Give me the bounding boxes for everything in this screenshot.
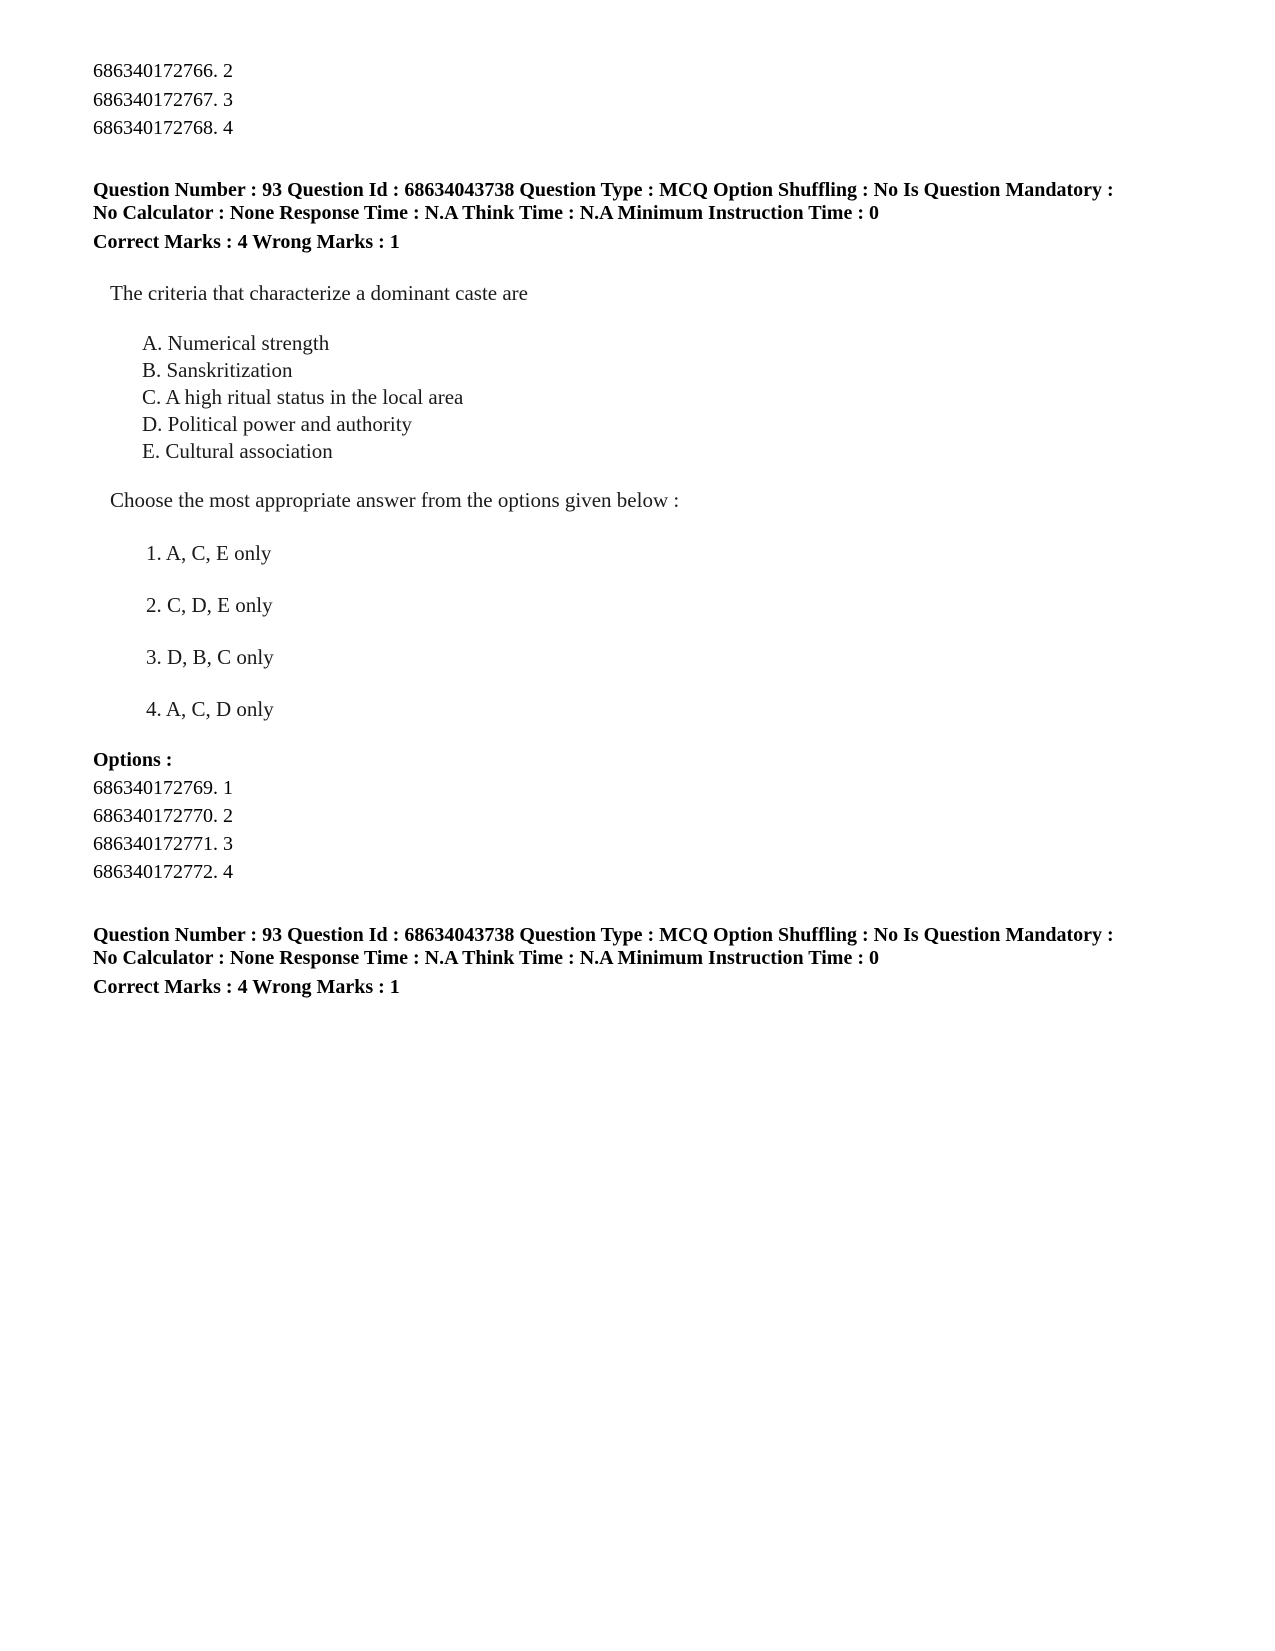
question-meta-line-2: No Calculator : None Response Time : N.A Think Time : N.A Minimum Instruction Time : 0 [93,202,879,224]
answer-choice: 1. A, C, E only [146,541,272,565]
option-line: 686340172770. 2 [93,805,233,827]
prev-option-line: 686340172766. 2 [93,60,233,82]
statement-item: D. Political power and authority [142,412,413,436]
question-marks: Correct Marks : 4 Wrong Marks : 1 [93,231,400,253]
prev-option-line: 686340172767. 3 [93,89,233,111]
question-text: The criteria that characterize a dominant caste are [110,281,528,305]
option-line: 686340172772. 4 [93,861,233,883]
statement-item: A. Numerical strength [142,331,330,355]
option-line: 686340172771. 3 [93,833,233,855]
question-meta-line-1: Question Number : 93 Question Id : 68634043738 Question Type : MCQ Option Shuffling : No Is Question Mandatory : [93,179,1114,201]
next-question-meta-line-2: No Calculator : None Response Time : N.A Think Time : N.A Minimum Instruction Time : 0 [93,947,879,969]
statement-item: E. Cultural association [142,439,333,463]
answer-choice: 2. C, D, E only [146,593,273,617]
statement-item: B. Sanskritization [142,358,293,382]
next-question-meta-line-1: Question Number : 93 Question Id : 68634043738 Question Type : MCQ Option Shuffling : No Is Question Mandatory : [93,924,1114,946]
answer-choice: 4. A, C, D only [146,697,274,721]
statement-item: C. A high ritual status in the local area [142,385,464,409]
answer-choice: 3. D, B, C only [146,645,274,669]
options-label: Options : [93,749,173,771]
prev-option-line: 686340172768. 4 [93,117,233,139]
instruction-text: Choose the most appropriate answer from the options given below : [110,488,680,512]
option-line: 686340172769. 1 [93,777,233,799]
next-question-marks: Correct Marks : 4 Wrong Marks : 1 [93,976,400,998]
